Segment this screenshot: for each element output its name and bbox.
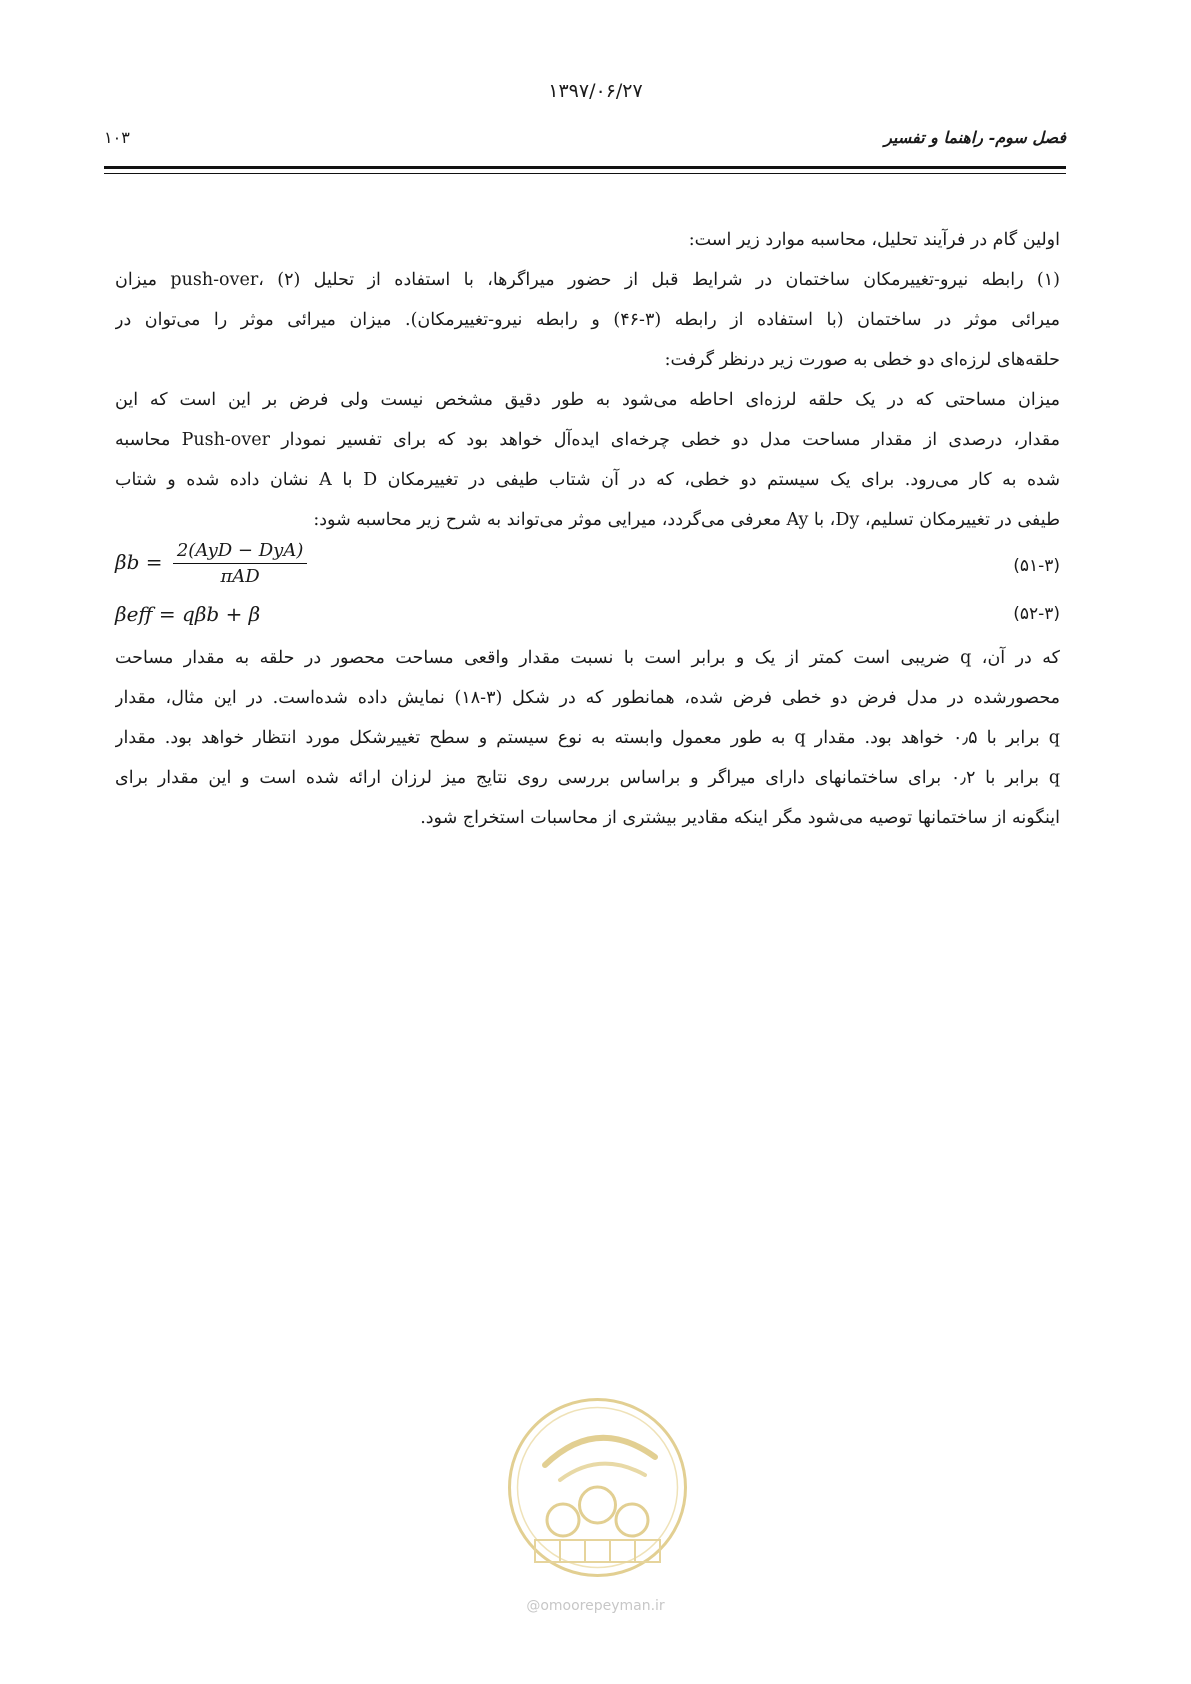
text-line: محصورشده در مدل فرض دو خطی فرض شده، همانطور که در شکل (۳-۱۸) نمایش داده شده‌است. در این مثال، مقدار — [115, 688, 1060, 708]
text-line: که در آن، q ضریبی است کمتر از یک و برابر است با نسبت مقدار واقعی مساحت محصور در حلقه به مقدار مساحت — [115, 648, 1060, 668]
document-date: ۱۳۹۷/۰۶/۲۷ — [548, 80, 643, 102]
text-line: (۱) رابطه نیرو-تغییرمکان ساختمان در شرایط قبل از حضور میراگرها، با استفاده از تحلیل push-over، (۲) میزان — [115, 270, 1060, 290]
page-body — [115, 220, 1060, 838]
equation-51-denominator: πAD — [220, 566, 260, 587]
equation-52-number: (۵۲-۳) — [1013, 604, 1060, 624]
header-rule-thick — [104, 166, 1066, 169]
text-line: میزان مساحتی که در یک حلقه لرزه‌ای احاطه می‌شود به طور دقیق مشخص نیست ولی فرض بر این است که این — [115, 390, 1060, 410]
equation-51-formula — [115, 540, 307, 587]
text-line: q برابر با ۰٫۵ خواهد بود. مقدار q به طور معمول وابسته به نوع سیستم و سطح تغییرشکل مورد انتظار خواهد بود. مقدار — [115, 728, 1060, 748]
text-line: طیفی در تغییرمکان تسلیم، Dy، با Ay معرفی می‌گردد، میرایی موثر می‌تواند به شرح زیر محاسبه شود: — [313, 510, 1060, 530]
text-line: اولین گام در فرآیند تحلیل، محاسبه موارد زیر است: — [688, 230, 1060, 250]
equation-51-numerator: 2(AyD − DyA) — [173, 540, 308, 564]
text-line: q برابر با ۰٫۲ برای ساختمانهای دارای میراگر و براساس بررسی روی نتایج میز لرزان ارائه شده است و این مقدار برای — [115, 768, 1060, 788]
watermark-logo-icon — [505, 1395, 690, 1580]
text-line: میرائی موثر در ساختمان (با استفاده از رابطه (۳-۴۶) و رابطه نیرو-تغییرمکان). میزان میرائی موثر را می‌توان در — [115, 310, 1060, 330]
text-line: شده به کار می‌رود. برای یک سیستم دو خطی، که در آن شتاب طیفی در تغییرمکان D با A نشان داده شده و شتاب — [115, 470, 1060, 490]
text-line: اینگونه از ساختمانها توصیه می‌شود مگر اینکه مقادیر بیشتری از محاسبات استخراج شود. — [420, 808, 1060, 828]
text-line: حلقه‌های لرزه‌ای دو خطی به صورت زیر درنظر گرفت: — [664, 350, 1060, 370]
page-number: ۱۰۳ — [104, 128, 130, 147]
text-line: مقدار، درصدی از مقدار مساحت مدل دو خطی چرخه‌ای ایده‌آل خواهد بود که برای تفسیر نمودار Push-over محاسبه — [115, 430, 1060, 450]
chapter-title: فصل سوم- راهنما و تفسیر — [884, 128, 1066, 147]
equation-51 — [115, 540, 1060, 596]
watermark-site: @omoorepeyman.ir — [526, 1598, 665, 1614]
equation-51-lhs: βb = — [115, 550, 163, 574]
equation-52 — [115, 596, 1060, 638]
equation-51-fraction — [173, 540, 308, 587]
equation-52-formula: βeff = qβb + β — [115, 602, 261, 626]
page-header — [104, 128, 1066, 156]
header-rule-thin — [104, 173, 1066, 174]
equation-51-number: (۵۱-۳) — [1013, 556, 1060, 576]
